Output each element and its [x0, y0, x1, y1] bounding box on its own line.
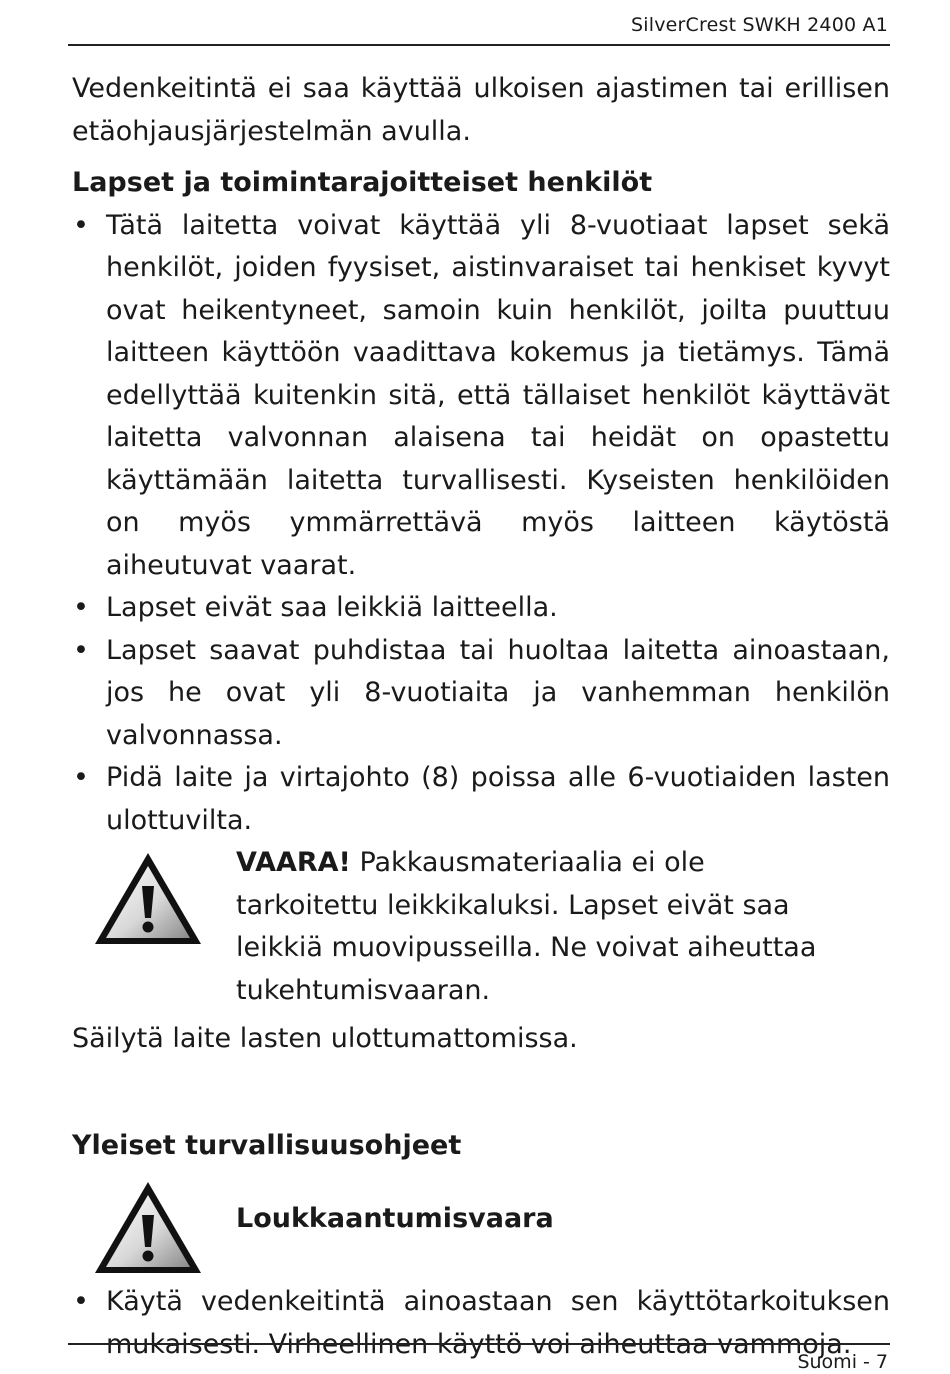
bullet-text: Lapset saavat puhdistaa tai huoltaa laitetta ainoastaan, jos he ovat yli 8-vuotiaita ja vanhemman henkilön valvonnassa. [106, 634, 890, 751]
page-content [72, 68, 890, 1366]
packaging-warning-text [236, 842, 836, 1012]
heading-children: Lapset ja toimintarajoitteiset henkilöt [72, 167, 653, 198]
bullet-icon: • [73, 1286, 89, 1317]
page-header [68, 12, 890, 46]
closing-paragraph: Säilytä laite lasten ulottumattomissa. [72, 1023, 578, 1054]
list-item [72, 1281, 890, 1366]
warning-message: Pakkausmateriaalia ei ole tarkoitettu leikkikaluksi. Lapset eivät saa leikkiä muovipusseilla. Ne voivat aiheuttaa tukehtumisvaaran. [236, 847, 817, 1006]
list-item [72, 630, 890, 758]
bullet-text: Käytä vedenkeitintä ainoastaan sen käyttötarkoituksen mukaisesti. Virheellinen käyttö voi aiheuttaa vammoja. [106, 1286, 890, 1360]
warning-triangle-icon [92, 1179, 204, 1277]
warning-label: VAARA! [236, 847, 351, 878]
children-bullet-list [72, 205, 890, 843]
intro-paragraph: Vedenkeitintä ei saa käyttää ulkoisen ajastimen tai erillisen etäohjausjärjestelmän avulla. [72, 73, 890, 147]
packaging-warning [72, 842, 890, 1012]
bullet-text: Lapset eivät saa leikkiä laitteella. [106, 592, 558, 623]
warning-triangle-icon [92, 850, 204, 948]
bullet-text: Tätä laitetta voivat käyttää yli 8-vuotiaat lapset sekä henkilöt, joiden fyysiset, aistinvaraiset tai henkiset kyvyt ovat heikentyneet, samoin kuin henkilöt, joilta puuttuu laitteen käyttöön vaadittava kokemus ja tietämys. Tämä edellyttää kuitenkin sitä, että tällaiset henkilöt käyttävät laitetta valvonnan alaisena tai heidät on opastettu käyttämään laitetta turvallisesti. Kyseisten henkilöiden on myös ymmärrettävä myös laitteen käytöstä aiheutuvat vaarat. [106, 209, 890, 581]
bullet-icon: • [73, 762, 89, 793]
page-footer [68, 1343, 890, 1373]
header-product-title: SilverCrest SWKH 2400 A1 [630, 14, 888, 36]
heading-general-safety: Yleiset turvallisuusohjeet [72, 1129, 462, 1161]
list-item [72, 757, 890, 842]
list-item [72, 587, 890, 630]
bullet-icon: • [73, 634, 89, 666]
footer-page-label: Suomi - 7 [797, 1351, 888, 1373]
general-bullet-list [72, 1281, 890, 1366]
injury-warning-title: Loukkaantumisvaara [236, 1202, 554, 1234]
bullet-icon: • [73, 209, 89, 241]
bullet-text: Pidä laite ja virtajohto (8) poissa alle 6-vuotiaiden lasten ulottuvilta. [106, 762, 890, 836]
bullet-icon: • [73, 592, 89, 623]
injury-warning [72, 1171, 890, 1277]
list-item [72, 205, 890, 588]
